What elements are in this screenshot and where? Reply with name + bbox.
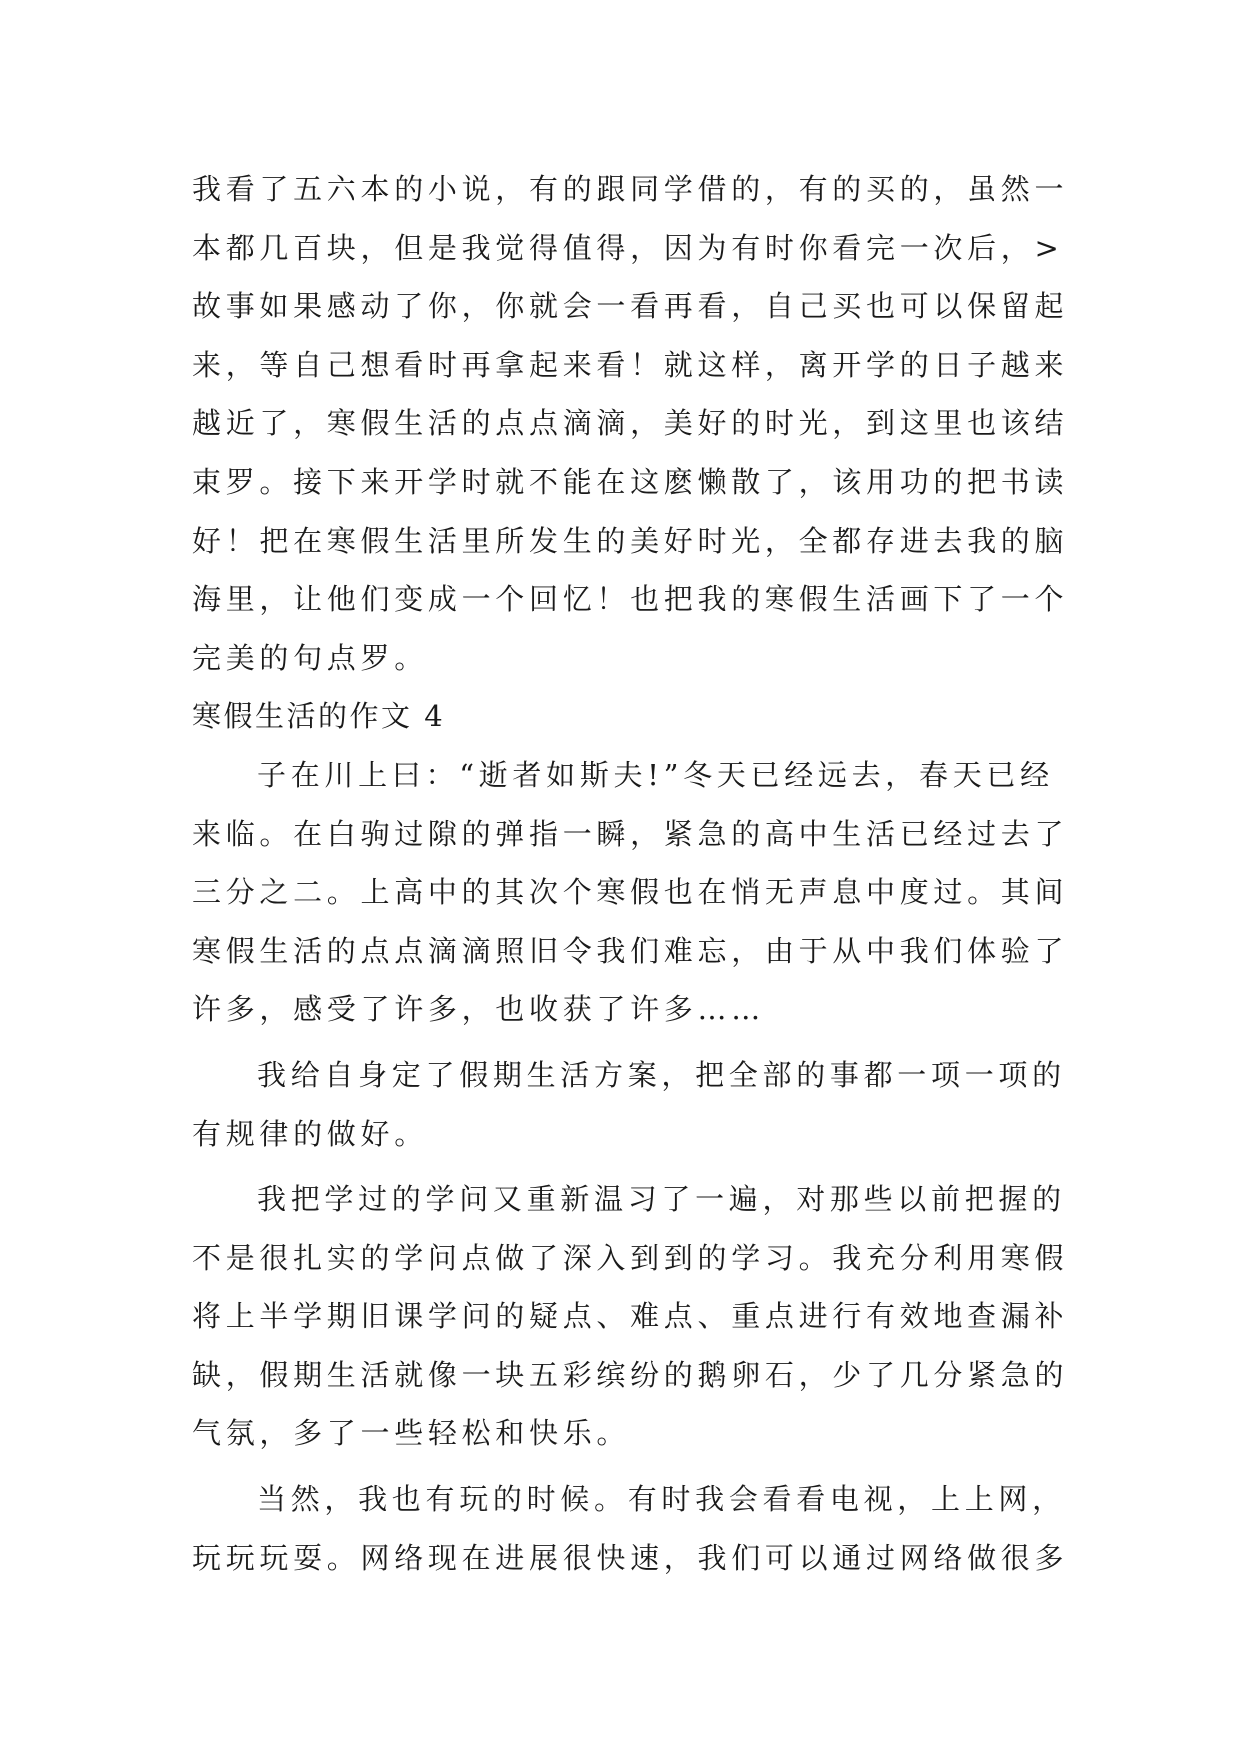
text-line: 越近了，寒假生活的点点滴滴，美好的时光，到这里也该结 <box>192 406 1069 441</box>
text-line: 有规律的做好。 <box>192 1116 428 1151</box>
paragraph-first-line: 我给自身定了假期生活方案，把全部的事都一项一项的 <box>257 1057 1066 1092</box>
text-line: 气氛，多了一些轻松和快乐。 <box>192 1416 631 1451</box>
text-line: 玩玩玩耍。网络现在进展很快速，我们可以通过网络做很多 <box>192 1540 1069 1575</box>
text-line: 来，等自己想看时再拿起来看！就这样，离开学的日子越来 <box>192 347 1069 382</box>
document-body <box>192 160 1069 1587</box>
section-heading: 寒假生活的作文 4 <box>192 699 446 734</box>
text-line: 不是很扎实的学问点做了深入到到的学习。我充分利用寒假 <box>192 1240 1069 1275</box>
paragraph-first-line: 当然，我也有玩的时候。有时我会看看电视，上上网， <box>257 1482 1066 1517</box>
text-line: 来临。在白驹过隙的弹指一瞬，紧急的高中生活已经过去了 <box>192 816 1069 851</box>
text-line: 许多，感受了许多，也收获了许多…… <box>192 992 765 1027</box>
text-line: 缺，假期生活就像一块五彩缤纷的鹅卵石，少了几分紧急的 <box>192 1357 1069 1392</box>
text-line: 故事如果感动了你，你就会一看再看，自己买也可以保留起 <box>192 289 1069 324</box>
text-line: 海里，让他们变成一个回忆！也把我的寒假生活画下了一个 <box>192 582 1069 617</box>
paragraph-first-line: 子在川上曰：“逝者如斯夫!”冬天已经远去，春天已经 <box>257 757 1054 792</box>
text-line: 寒假生活的点点滴滴照旧令我们难忘，由于从中我们体验了 <box>192 933 1069 968</box>
text-line: 将上半学期旧课学问的疑点、难点、重点进行有效地查漏补 <box>192 1299 1069 1334</box>
text-line: 三分之二。上高中的其次个寒假也在悄无声息中度过。其间 <box>192 875 1069 910</box>
paragraph-first-line: 我把学过的学问又重新温习了一遍，对那些以前把握的 <box>257 1182 1066 1217</box>
text-line: 本都几百块，但是我觉得值得，因为有时你看完一次后，> <box>192 230 1064 265</box>
text-line: 完美的句点罗。 <box>192 640 428 675</box>
text-line: 束罗。接下来开学时就不能在这麽懒散了，该用功的把书读 <box>192 464 1069 499</box>
text-line: 我看了五六本的小说，有的跟同学借的，有的买的，虽然一 <box>192 172 1069 206</box>
text-line: 好！把在寒假生活里所发生的美好时光，全都存进去我的脑 <box>192 523 1069 558</box>
